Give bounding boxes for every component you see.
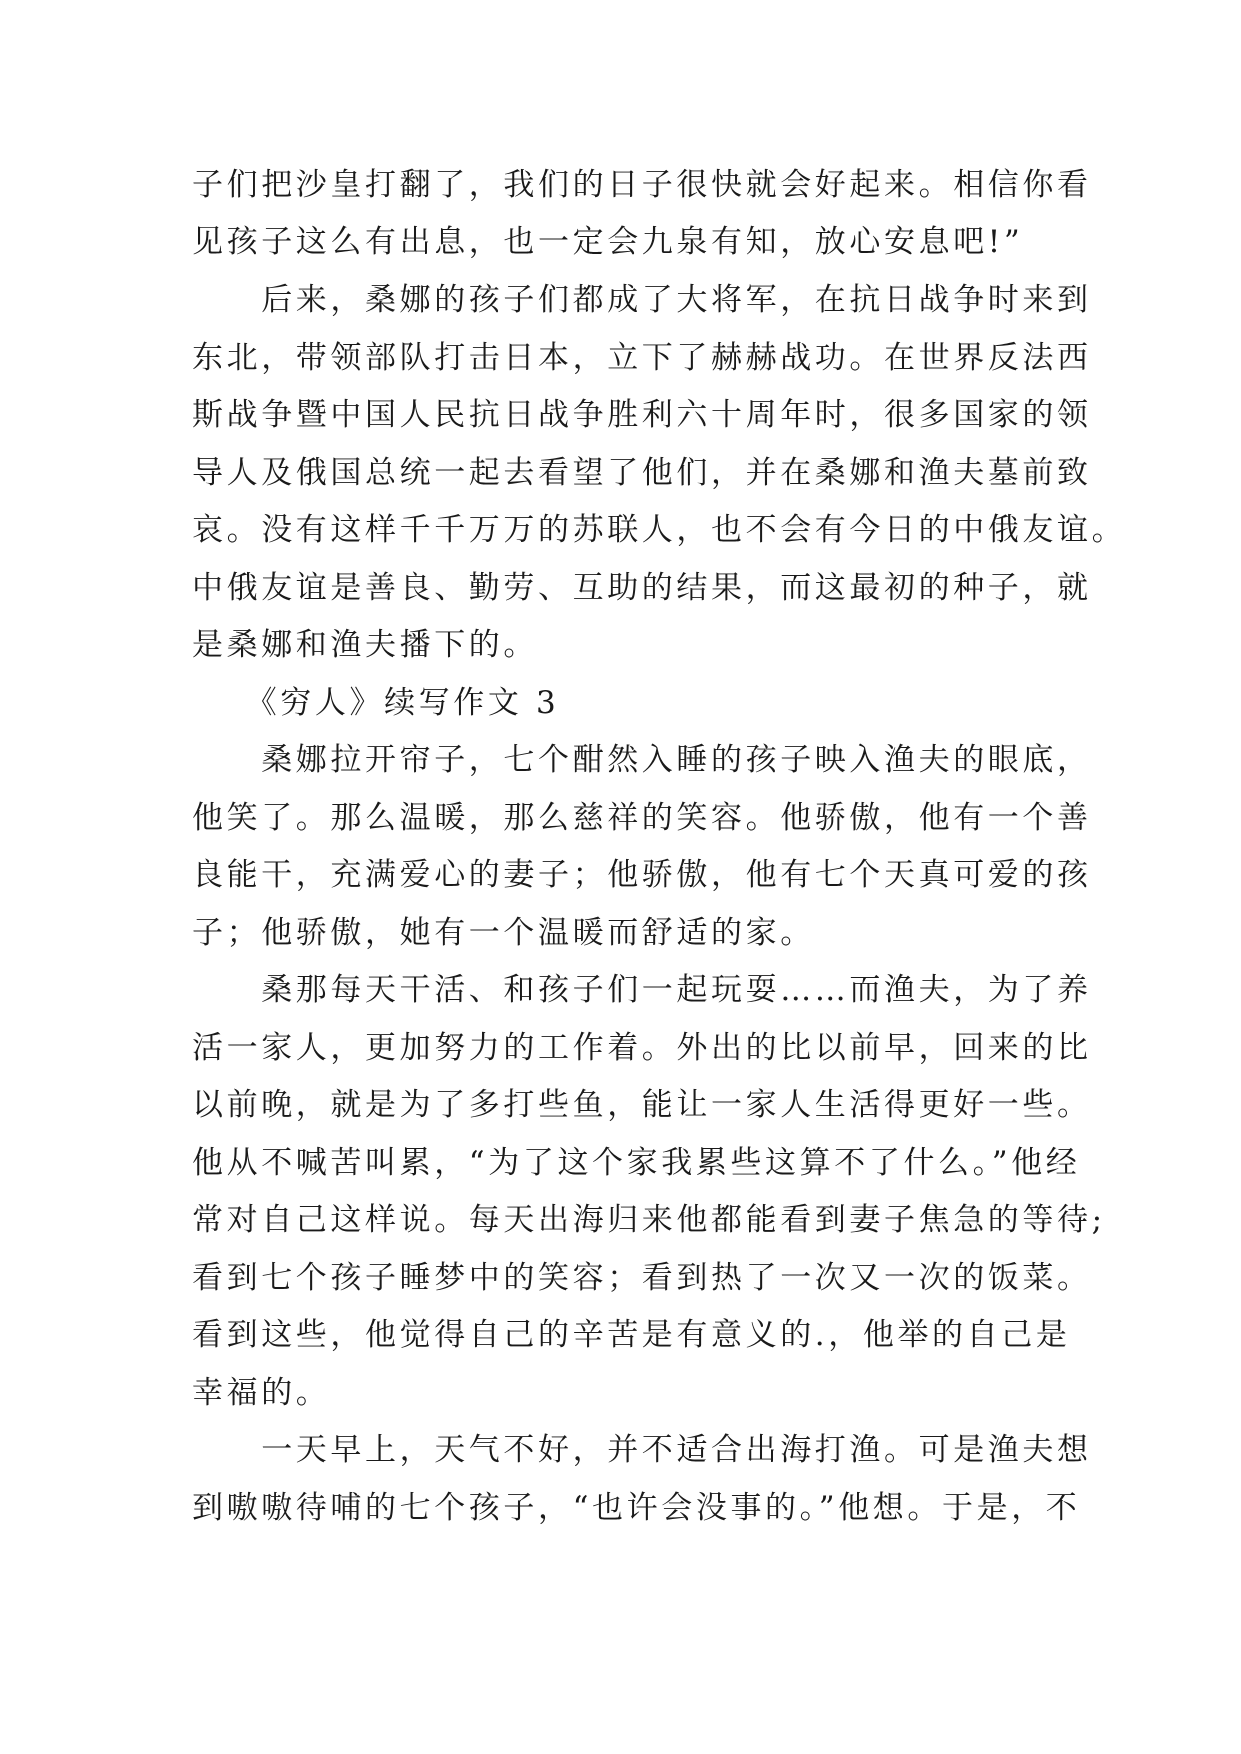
text-line: 看到七个孩子睡梦中的笑容；看到热了一次又一次的饭菜。: [192, 1260, 1092, 1296]
text-line: 桑娜拉开帘子，七个酣然入睡的孩子映入渔夫的眼底，: [192, 742, 1092, 778]
text-line: 子；他骄傲，她有一个温暖而舒适的家。: [192, 915, 815, 951]
text-line: 子们把沙皇打翻了，我们的日子很快就会好起来。相信你看: [192, 167, 1092, 203]
text-line: 活一家人，更加努力的工作着。外出的比以前早，回来的比: [192, 1030, 1092, 1066]
text-line: 东北，带领部队打击日本，立下了赫赫战功。在世界反法西: [192, 340, 1092, 376]
text-line: 他笑了。那么温暖，那么慈祥的笑容。他骄傲，他有一个善: [192, 800, 1092, 836]
text-line: 是桑娜和渔夫播下的。: [192, 627, 538, 663]
text-line: 良能干，充满爱心的妻子；他骄傲，他有七个天真可爱的孩: [192, 857, 1092, 893]
section-heading: 《穷人》续写作文 3: [192, 685, 560, 721]
text-line: 中俄友谊是善良、勤劳、互助的结果，而这最初的种子，就: [192, 570, 1092, 606]
text-line: 一天早上，天气不好，并不适合出海打渔。可是渔夫想: [192, 1432, 1092, 1468]
text-line: 常对自己这样说。每天出海归来他都能看到妻子焦急的等待;: [192, 1202, 1106, 1238]
text-line: 幸福的。: [192, 1375, 331, 1411]
text-line: 以前晚，就是为了多打些鱼，能让一家人生活得更好一些。: [192, 1087, 1092, 1123]
text-line: 斯战争暨中国人民抗日战争胜利六十周年时，很多国家的领: [192, 397, 1092, 433]
text-line: 见孩子这么有出息，也一定会九泉有知，放心安息吧!”: [192, 224, 1024, 260]
text-line: 桑那每天干活、和孩子们一起玩耍……而渔夫，为了养: [192, 972, 1092, 1008]
text-line: 后来，桑娜的孩子们都成了大将军，在抗日战争时来到: [192, 282, 1092, 318]
text-line: 哀。没有这样千千万万的苏联人，也不会有今日的中俄友谊。: [192, 512, 1127, 548]
text-line: 到嗷嗷待哺的七个孩子，“也许会没事的。”他想。于是，不: [192, 1490, 1081, 1526]
text-line: 看到这些，他觉得自己的辛苦是有意义的.，他举的自己是: [192, 1317, 1071, 1353]
text-line: 他从不喊苦叫累，“为了这个家我累些这算不了什么。”他经: [192, 1145, 1081, 1181]
text-line: 导人及俄国总统一起去看望了他们，并在桑娜和渔夫墓前致: [192, 455, 1092, 491]
